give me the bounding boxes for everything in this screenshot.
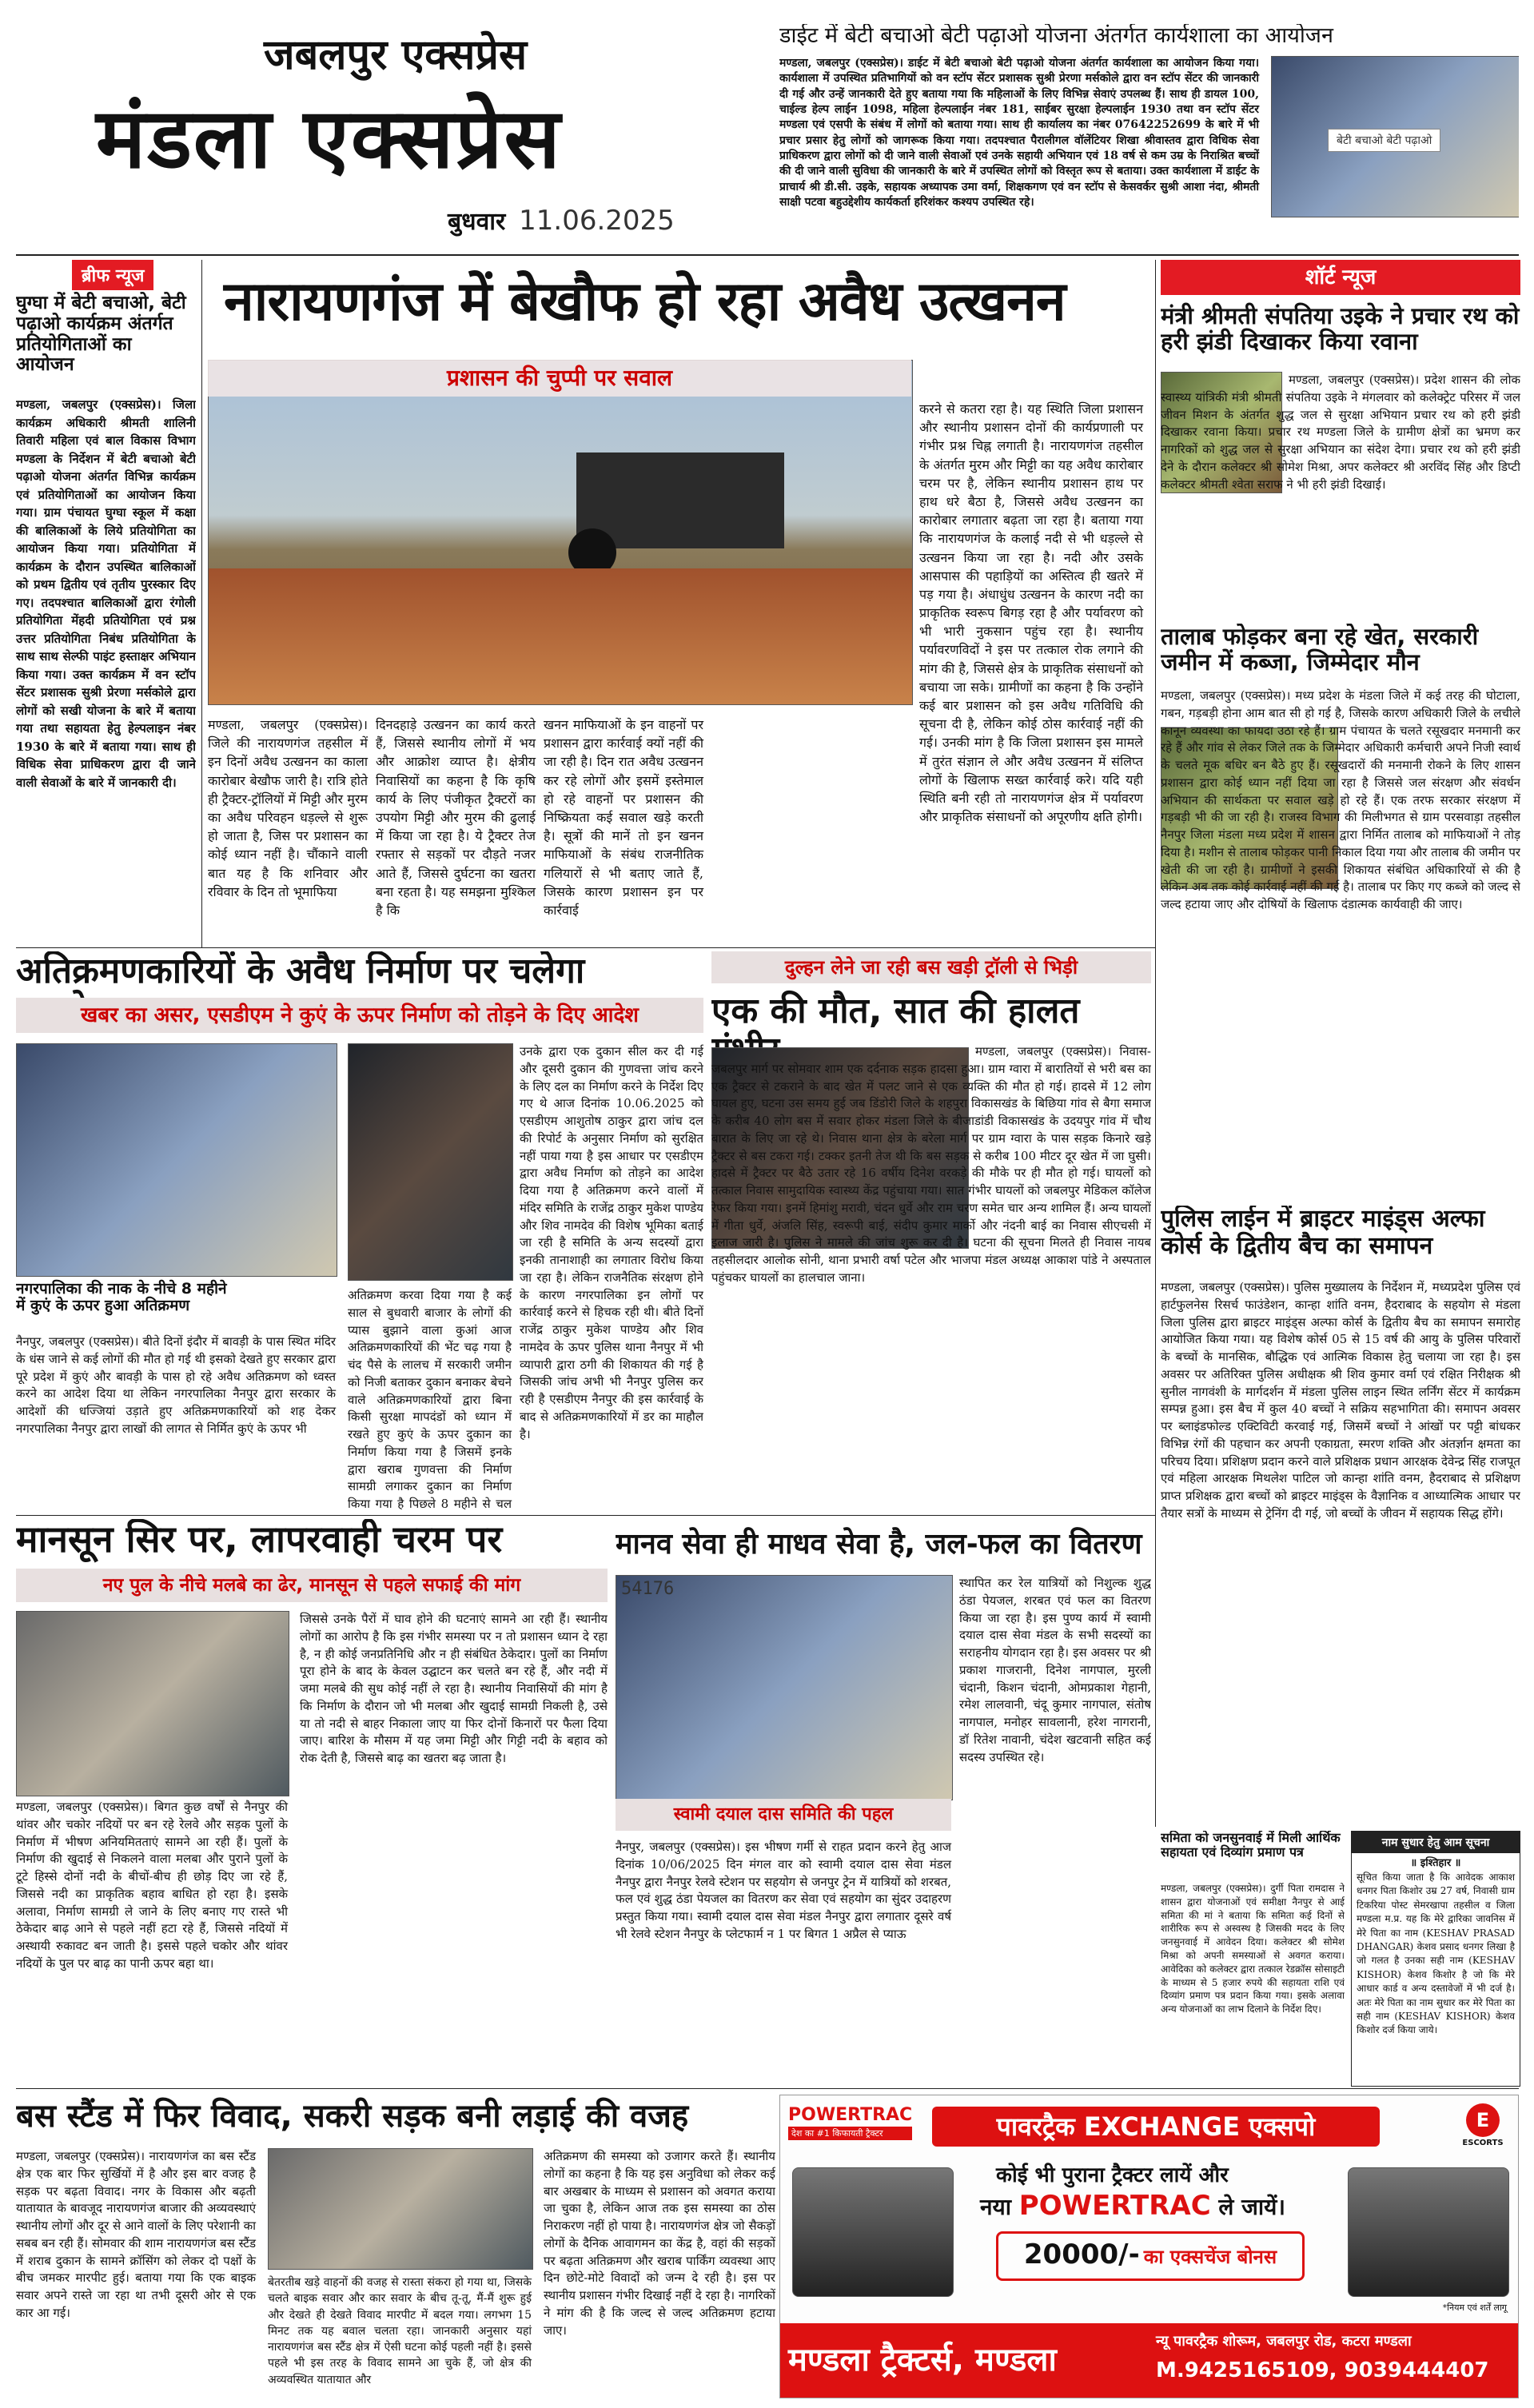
bulldozer-col2: अतिक्रमण करवा दिया गया है कई साल से बुधवारी बाजार के लोगों की प्यास बुझाने वाला कुआं आज अतिक्रमणकारियों की भेंट चढ़ गया है चंद पैसे के लालच में सरकारी जमीन को निजी बताकर दुकान बनाकर बेचने वाले अतिक्रमणकारियों द्वारा बिना किसी सुरक्षा मापदंडों को ध्यान में रखते हुए कुएं के ऊपर दुकान का निर्माण किया गया है जिसमें इनके द्वारा खराब गुणवत्ता की निर्माण सामग्री लगाकर दुकान का निर्माण किया गया है पिछले 8 महीने से चल: [348, 1288, 512, 1511]
pond-story-headline: तालाब फोड़कर बना रहे खेत, सरकारी जमीन में कब्जा, जिम्मेदार मौन: [1161, 624, 1479, 676]
monsoon-story-col1: मण्डला, जबलपुर (एक्सप्रेस)। बिगत कुछ वर्षों से नैनपुर की थांवर और चकोर नदियों पर बन रहे रेलवे और सड़क पुलों के निर्माण में भीषण अनियमितताएं सामने आ रही हैं। पुलों के निर्माण की खुदाई से निकलने वाला मलबा और पुराने पुलों के टूटे हिस्से दोनों नदी के बीचों-बीच ही छोड़ दिए जा रहे हैं, जिससे नदी का प्राकृतिक बहाव बाधित हो रहा है। इसके अलावा, निर्माण सामग्री ले जाने के लिए बनाए गए रास्ते भी ठेकेदार बाढ़ आने से पहले नहीं हटा रहे हैं, जिससे नदियों में अस्थायी रुकावट बन जाती है। इससे पहले चकोर और थांवर नदियों के पुल पर बाढ़ का पानी ऊपर बहा था।: [16, 1800, 288, 1971]
lead-story-headline: नारायणगंज में बेखौफ हो रहा अवैध उत्खनन: [224, 270, 1066, 333]
accident-story: [711, 951, 1151, 1511]
masthead-day: बुधवार: [448, 208, 506, 236]
short-news-tag: शॉर्ट न्यूज: [1161, 260, 1520, 295]
ad-brand: POWERTRAC: [788, 2105, 913, 2125]
soil-shape: [209, 568, 912, 704]
name-notice-body: सूचित किया जाता है कि आवेदक आकाश धनगर पिता किशोर उम्र 27 वर्ष, निवासी ग्राम टिकरिया पोस्ट सेमरखापा तहसील व जिला मण्डला म.प्र. यह कि मेरे द्वारिका जावनिस में मेरे पिता का नाम (KESHAV PRASAD DHANGAR) केशव प्रसाद धनगर लिखा है जो गलत है उनका सही नाम (KESHAV KISHOR) केशव किशोर है जो कि मेरे आधार कार्ड व अन्य दस्तावेजों में भी दर्ज है। अतः मेरे पिता का नाम सुधार कर मेरे पिता का सही नाम (KESHAV KISHOR) केशव किशोर दर्ज किया जाये।: [1357, 1872, 1515, 2036]
top-story-headline: डाईट में बेटी बचाओ बेटी पढ़ाओ योजना अंतर्गत कार्यशाला का आयोजन: [779, 24, 1333, 48]
col-divider-left: [201, 260, 202, 947]
short-news: [1161, 260, 1520, 620]
escorts-name: ESCORTS: [1462, 2139, 1504, 2147]
ad-tractor-right: [1348, 2167, 1509, 2297]
masthead-main-title: मंडला एक्सप्रेस: [96, 90, 562, 187]
bus-story-col3: अतिक्रमण की समस्या को उजागर करते हैं। स्थानीय लोगों का कहना है कि यह इस अनुविधा को लेकर कई बार अखबार के माध्यम से प्रशासन को अवगत कराया जा चुका है, लेकिन आज तक इस समस्या का ठोस निराकरण नहीं हो पाया है। नारायणगंज क्षेत्र जो सैकड़ों लोगों के दैनिक आवागमन का केंद्र है, वहां की सड़कों पर बढ़ता अतिक्रमण और खराब पार्किंग व्यवस्था आए दिन छोटे-मोटे विवादों को जन्म दे रही है। इस पर स्थानीय प्रशासन गंभीर दिखाई नहीं दे रहा है। नागरिकों ने मांग की है कि जल्द से जल्द अतिक्रमण हटाया जाए।: [544, 2149, 775, 2338]
service-story-col2: स्थापित कर रेल यात्रियों को निशुल्क शुद्ध ठंडा पेयजल, शरबत एवं फल का वितरण किया जा रहा है। इस पुण्य कार्य में स्वामी दयाल दास सेवा मंडल के सभी सदस्यों का सराहनीय योगदान रहा है। इस अवसर पर श्री प्रकाश गाजरानी, दिनेश नागपाल, मुरली चंदानी, किशन चंदानी, ओमप्रकाश गेहानी, रमेश लालवानी, चंदू कुमार नागपाल, संतोष नागपाल, मनोहर सावलानी, हरेश नागरानी, डॉ रितेश नावानी, चंदेश खटवानी सहित कई सदस्य उपस्थित रहे।: [959, 1576, 1151, 1764]
bus-story-col2: बेतरतीब खड़े वाहनों की वजह से रास्ता संकरा हो गया था, जिसके चलते बाइक सवार और कार सवार के बीच तू-तू, मैं-मैं शुरू हुई और देखते ही देखते विवाद मारपीट में बदल गया। लगभग 15 मिनट तक यह बवाल चलता रहा। जानकारी अनुसार यहां नारायणगंज बस स्टैंड क्षेत्र में ऐसी घटना कोई पहली नहीं है। इससे पहले भी इस तरह के विवाद सामने आ चुके हैं, जो क्षेत्र की अव्यवस्थित यातायात और: [268, 2276, 532, 2386]
ad-bonus-text: का एक्सचेंज बोनस: [1143, 2246, 1277, 2268]
bus-story-photo: [268, 2148, 533, 2270]
monsoon-story-headline: मानसून सिर पर, लापरवाही चरम पर: [16, 1519, 503, 1561]
police-story: [1161, 1206, 1520, 1829]
monsoon-story-photo: [16, 1611, 289, 1796]
monsoon-story: [16, 1519, 608, 2087]
service-story-photo: [616, 1575, 953, 1800]
short-news-body: मण्डला, जबलपुर (एक्सप्रेस)। प्रदेश शासन की लोक स्वास्थ्य यांत्रिकी मंत्री श्रीमती संपतिया उइके ने मंगलवार को कलेक्ट्रेट परिसर में जल जीवन मिशन के अंतर्गत शुद्ध जल से सुरक्षा अभियान प्रचार रथ को हरी झंडी दिखाकर रवाना किया। प्रचार रथ मण्डला जिले के ग्रामीण क्षेत्रों का भ्रमण कर नागरिकों को शुद्ध जल से सुरक्षा अभियान का संदेश देगा। प्रचार रथ को हरी झंडी देने के दौरान कलेक्टर श्री सोमेश मिश्रा, अपर कलेक्टर श्री अरविंद सिंह और डिप्टी कलेक्टर श्रीमती श्वेता सराफ ने भी हरी झंडी दिखाई।: [1161, 373, 1520, 492]
top-story: [779, 24, 1519, 256]
bulldozer-story-subhead: खबर का असर, एसडीएम ने कुएं के ऊपर निर्माण को तोड़ने के दिए आदेश: [16, 998, 703, 1033]
monsoon-story-col2: जिससे उनके पैरों में घाव होने की घटनाएं सामने आ रही हैं। स्थानीय लोगों का आरोप है कि इस गंभीर समस्या पर न तो प्रशासन ध्यान दे रहा है, न ही कोई जनप्रतिनिधि और न ही संबंधित ठेकेदार। पुलों का निर्माण पूरा होने के बाद के केवल उद्घाटन कर चलते बन रहे हैं, और नदी में जमा मलबे की सुध कोई नहीं ले रहा है। स्थानीय निवासियों की मांग है कि निर्माण के दौरान जो भी मलबा और खुदाई सामग्री निकली है, उसे या तो नदी से बाहर निकाला जाए या फिर दोनों किनारों पर फैला दिया जाए। बारिश के मौसम में यह जमा मिट्टी और गिट्टी नदी के बहाव को रोक देती है, जिससे बाढ़ का खतरा बढ़ जाता है।: [300, 1612, 608, 1765]
brief-news-tag: ब्रीफ न्यूज: [72, 260, 153, 290]
lead-story-subhead: प्रशासन की चुप्पी पर सवाल: [208, 360, 911, 397]
name-notice-title: नाम सुधार हेतु आम सूचना: [1352, 1832, 1520, 1853]
bulldozer-story: [16, 951, 703, 1511]
ad-line2: [980, 2190, 1285, 2222]
top-story-photo: [1271, 56, 1519, 217]
lead-story: [208, 264, 1151, 943]
bulldozer-story-photo: [16, 1043, 337, 1277]
bus-story-col1: मण्डला, जबलपुर (एक्सप्रेस)। नारायणगंज का बस स्टैंड क्षेत्र एक बार फिर सुर्खियों में है और इस बार वजह है सड़क पर बढ़ता विवाद। नगर के विकास और बढ़ती यातायात के बावजूद नारायणगंज बाजार की अव्यवस्थाएं स्थानीय लोगों और दूर से आने वालों के लिए परेशानी का सबब बन रही हैं। सोमवार की शाम नारायणगंज बस स्टैंड में शराब दुकान के सामने क्रॉसिंग को लेकर दो पक्षों के बीच जमकर मारपीट हुई। बताया गया कि एक बाइक सवार अपने रास्ते जा रहा था तभी दूसरी ओर से एक कार आ गई।: [16, 2149, 256, 2320]
service-story-photo-caption: स्वामी दयाल दास समिति की पहल: [616, 1799, 951, 1831]
masthead-date: 11.06.2025: [519, 205, 675, 237]
lead-story-col2: दिनदहाड़े उत्खनन का कार्य करते हैं, जिससे स्थानीय लोगों में भय और आक्रोश व्याप्त है। क्षेत्रीय निवासियों का कहना है कि कृषि कार्य के लिए पंजीकृत ट्रैक्टरों का उपयोग मिट्टी और मुरम की ढुलाई में किया जा रहा है। ये ट्रैक्टर तेज रफ्तार से सड़कों पर दौड़ते नजर आते हैं, जिससे दुर्घटना का खतरा बना रहता है। यह समझना मुश्किल है कि: [376, 717, 536, 918]
monsoon-story-subhead: नए पुल के नीचे मलबे का ढेर, मानसून से पहले सफाई की मांग: [16, 1569, 608, 1602]
masthead-dateline: [448, 205, 675, 237]
ad-banner: पावरट्रैक EXCHANGE एक्सपो: [932, 2107, 1380, 2147]
police-story-body: मण्डला, जबलपुर (एक्सप्रेस)। पुलिस मुख्यालय के निर्देशन में, मध्यप्रदेश पुलिस एवं हार्टफुलनेस रिसर्च फाउंडेशन, कान्हा शांति वनम, हैदराबाद के सहयोग से मंडला जिला पुलिस द्वारा ब्राइटर माइंड्स अल्फा कोर्स के द्वितीय बैच का समापन समारोह आयोजित किया गया। यह विशेष कोर्स 05 से 15 वर्ष की आयु के पुलिस परिवारों के बच्चों के मानसिक, बौद्धिक एवं आत्मिक विकास हेतु चलाया जा रहा है। इस अवसर पर अतिरिक्त पुलिस अधीक्षक श्री शिव कुमार वर्मा एवं रक्षित निरीक्षक श्री सुनील नागवंशी के मार्गदर्शन में मंडला पुलिस लाइन स्थित लर्निंग सेंटर में कार्यक्रम सम्पन्न हुआ। इस बैच में कुल 40 बच्चों ने सक्रिय सहभागिता की। समापन अवसर पर ब्लाइंडफोल्ड एक्टिविटी करवाई गई, जिसमें बच्चों ने आंखों पर पट्टी बांधकर विभिन्न रंगों की पहचान कर अपनी एकाग्रता, स्मरण शक्ति और अंतर्ज्ञान क्षमता का परिचय दिया। प्रशिक्षण प्रदान करने वाले प्रशिक्षक प्रधान आरक्षक देवेन्द्र सिंह राजपूत एवं महिला आरक्षक मिथलेश पाटिल जो कान्हा शांति वनम, हैदराबाद से प्रशिक्षण प्राप्त प्रशिक्षक द्वारा बच्चों को ब्राइटर माइंड्स के वैज्ञानिक व आध्यात्मिक आधार पर तैयार सत्रों के माध्यम से ट्रेनिंग दी गई, जो बच्चों के जीवन में सहायक सिद्ध होंगे।: [1161, 1280, 1520, 1521]
ad-line2-pre: नया: [980, 2194, 1012, 2220]
top-story-body: मण्डला, जबलपुर (एक्सप्रेस)। डाईट में बेटी बचाओ बेटी पढ़ाओ योजना अंतर्गत कार्यशाला का आयोजन किया गया। कार्यशाला में उपस्थित प्रतिभागियों को वन स्टॉप सेंटर प्रशासक सुश्री प्रेरणा मर्सकोले द्वारा वन स्टॉप सेंटर की जानकारी दी गई और उन्हें जानकारी देते हुए बताया गया कि महिलाओं के लिए विभिन्न सेवाएं उपलब्ध हैं। साथ ही डायल 100, चाईल्ड हेल्प लाईन 1098, महिला हेल्पलाईन नंबर 181, साईबर सुरक्षा हेल्पलाईन 1930 तथा वन स्टॉप सेंटर मण्डला एवं एसपी के संबंध में लोगों को बताया गया। साथ ही कार्यालय का नंबर 07642252699 के बारे में भी प्रचार प्रसार हेतु लोगों को जागरूक किया गया। तदपश्चात पैरालीगल वॉलेंटियर शिखा श्रीवास्तव द्वारा विधिक सेवा प्राधिकरण द्वारा लोगों को दी जाने वाली सेवाओं एवं उनके सहायी अभियान एवं 18 वर्ष से कम उम्र के निराश्रित बच्चों की दी जाने वाली सुविधा की जानकारी के बारे में उपस्थित लोगों को विस्तृत रूप से बताया। उक्त कार्यशाला में डाईट के प्राचार्य श्री डी.सी. उइके, सहायक अध्यापक उमा वर्मा, शिक्षकगण एवं वन स्टॉप से केसवर्कर सुश्री आशा नंदा, श्रीमती साक्षी पटवा बहुउद्देशीय कार्यकर्ता हरिशंकर कश्यप उपस्थित रहे।: [779, 57, 1259, 209]
ad-address: न्यू पावरट्रैक शोरूम, जबलपुर रोड, कटरा मण्डला: [1156, 2333, 1412, 2350]
row-divider-2: [16, 1515, 1155, 1516]
ad-bonus: [996, 2231, 1305, 2281]
sahayata-story: [1161, 1831, 1345, 2087]
bulldozer-side-body: नैनपुर, जबलपुर (एक्सप्रेस)। बीते दिनों इंदौर में बावड़ी के पास स्थित मंदिर के धंस जाने से कई लोगों की मौत हो गई थी इसको देखते हुए सरकार द्वारा पूरे प्रदेश में कुएं और बावड़ी के पास हो रहे अवैध अतिक्रमण को ध्वस्त करने का आदेश दिया था लेकिन नगरपालिका नैनपुर द्वारा सरकार के आदेशों की धज्जियां उड़ाते हुए अतिक्रमणकारियों को शह देकर नगरपालिका नैनपुर द्वारा लाखों की लागत से निर्मित कुएं के ऊपर भी: [16, 1334, 336, 1436]
service-story-headline: मानव सेवा ही माधव सेवा है, जल-फल का वितरण: [616, 1528, 1142, 1561]
ad-dealer-bar: [780, 2323, 1519, 2398]
ad-line1: कोई भी पुराना ट्रैक्टर लायें और: [996, 2163, 1229, 2187]
masthead-divider: [16, 254, 1519, 256]
lead-story-photo: [208, 360, 913, 705]
police-story-headline: पुलिस लाईन में ब्राइटर माइंड्स अल्फा कोर्स के द्वितीय बैच का समापन: [1161, 1206, 1485, 1260]
lead-story-col3: खनन माफियाओं के इन वाहनों पर प्रशासन द्वारा कार्रवाई क्यों नहीं की जा रही है। दिन रात अवैध उत्खनन कर रहे लोगों और इसमें इस्तेमाल हो रहे वाहनों पर प्रशासन की निष्क्रियता कई सवाल खड़े करती है। सूत्रों की मानें तो इन खनन माफियाओं के संबंध राजनीतिक गलियारों से भी बताए जाते हैं, जिसके कारण प्रशासन इन पर कार्रवाई: [544, 717, 703, 918]
lead-story-col1: मण्डला, जबलपुर (एक्सप्रेस)। जिले की नारायणगंज तहसील में इन दिनों अवैध उत्खनन का काला कारोबार बेखौफ जारी है। रात्रि होते ही ट्रैक्टर-ट्रॉलियों में मिट्टी और मुरम का अवैध परिवहन धड़ल्ले से शुरू हो जाता है, जिस पर प्रशासन का कोई ध्यान नहीं है। चौंकाने वाली बात यह है कि शनिवार और रविवार के दिन तो भूमाफिया: [208, 717, 368, 899]
ad-tractor-left: [792, 2167, 954, 2297]
accident-story-tag: दुल्हन लेने जा रही बस खड़ी ट्रॉली से भिड़ी: [711, 951, 1151, 983]
ad-line2-brand: POWERTRAC: [1018, 2190, 1211, 2222]
masthead: [16, 16, 751, 256]
short-news-headline: मंत्री श्रीमती संपतिया उइके ने प्रचार रथ को हरी झंडी दिखाकर किया रवाना: [1161, 302, 1520, 356]
escorts-logo-icon: E: [1466, 2103, 1500, 2137]
ad-brand-block: [788, 2105, 912, 2140]
ad-line2-post: ले जायें।: [1218, 2194, 1286, 2220]
top-story-photo-banner: बेटी बचाओ बेटी पढ़ाओ: [1328, 129, 1440, 152]
pond-story: [1161, 624, 1520, 1199]
bulldozer-col3: उनके द्वारा एक दुकान सील कर दी गई और दूसरी दुकान की गुणवत्ता जांच करने के लिए दल का निर्माण करने के निर्देश दिए गए थे आज दिनांक 10.06.2025 को एसडीएम आशुतोष ठाकुर द्वारा जांच दल की रिपोर्ट के अनुसार निर्माण को सुरक्षित नहीं पाया गया है इस आधार पर एसडीएम द्वारा अवैध निर्माण को तोड़ने का आदेश दिया गया है अतिक्रमण करने वालों में मंदिर समिति के राजेंद्र ठाकुर मुकेश पाण्डेय और शिव नामदेव की विशेष भूमिका बताई जा रही है समिति के अन्य सदस्यों द्वारा इनकी तानाशाही का लगातार विरोध किया जा रहा है। लेकिन राजनैतिक संरक्षण होने के कारण नगरपालिका इन लोगों पर कार्रवाई करने से हिचक रही थी। बीते दिनों राजेंद्र ठाकुर मुकेश पाण्डेय और शिव नामदेव के ऊपर पुलिस थाना नैनपुर में भी व्यापारी द्वारा ठगी की शिकायत की गई है जिसकी जांच अभी भी नैनपुर पुलिस कर रही है एसडीएम नैनपुर की इस कार्रवाई के बाद से अतिक्रमणकारियों में डर का माहौल है।: [520, 1044, 703, 1441]
bulldozer-story-headline: अतिक्रमणकारियों के अवैध निर्माण पर चलेगा: [16, 951, 585, 991]
bulldozer-side-headline: नगरपालिका की नाक के नीचे 8 महीने में कुएं के ऊपर हुआ अतिक्रमण: [16, 1280, 227, 1315]
ad-fineprint: *नियम एवं शर्तें लागू: [1442, 2302, 1507, 2313]
masthead-top-title: जबलपुर एक्सप्रेस: [264, 31, 528, 79]
service-story: [616, 1519, 1151, 2087]
brief-news-body: मण्डला, जबलपुर (एक्सप्रेस)। जिला कार्यक्रम अधिकारी श्रीमती शालिनी तिवारी महिला एवं बाल विकास विभाग मण्डला के निर्देशन में बेटी बचाओ बेटी पढ़ाओ योजना अंतर्गत विभिन्न कार्यक्रम एवं प्रतियोगिताओं का आयोजन किया गया। ग्राम पंचायत घुग्घा स्कूल में कक्षा की बालिकाओं के लिये प्रतियोगिता का आयोजन किया गया। प्रतियोगिता में कार्यक्रम के दौरान उपस्थित बालिकाओं को प्रथम द्वितीय एवं तृतीय पुरस्कार दिए गए। तदपश्चात बालिकाओं द्वारा रंगोली प्रतियोगिता मेंहदी प्रतियोगिता एवं प्रश्न उत्तर प्रतियोगिता निबंध प्रतियोगिता के साथ साथ सेल्फी पाइंट हस्ताक्षर अभियान किया गया। उक्त कार्यक्रम में वन स्टॉप सेंटर प्रशासक सुश्री प्रेरणा मर्सकोले द्वारा लोगों को सखी योजना के बारे में बताया गया तथा सहायता हेतु हेल्पलाइन नंबर 1930 के बारे में बताया गया। साथ ही विधिक सेवा प्राधिकरण द्वारा दी जाने वाली सेवाओं के बारे में जानकारी दी।: [16, 397, 196, 790]
row-divider-3: [16, 2088, 1519, 2089]
sahayata-story-body: मण्डला, जबलपुर (एक्सप्रेस)। दुर्गी पिता रामदास ने शासन द्वारा योजनाओं एवं समीक्षा नैनपुर से आई समिता की मां ने बताया कि समिता कई दिनों से शारीरिक रूप से अस्वस्थ है जिसकी मदद के लिए जनसुनवाई में आवेदन दिया। कलेक्टर श्री सोमेश मिश्रा को अपनी समस्याओं से अवगत कराया। आवेदिका को कलेक्टर द्वारा तत्काल रेडक्रॉस सोसाइटी के माध्यम से 5 हजार रुपये की सहायता राशि एवं दिव्यांग प्रमाण पत्र प्रदान किया गया। इसके अलावा अन्य योजनाओं का लाभ दिलाने के निर्देश दिए।: [1161, 1883, 1345, 2015]
name-notice-subtitle: ॥ इश्तिहार ॥: [1410, 1857, 1461, 1869]
bulldozer-story-photo-2: [348, 1043, 513, 1281]
escorts-logo: [1459, 2103, 1507, 2147]
service-story-col1: नैनपुर, जबलपुर (एक्सप्रेस)। इस भीषण गर्मी से राहत प्रदान करने हेतु आज दिनांक 10/06/2025 दिन मंगल वार को स्वामी दयाल दास सेवा मंडल नैनपुर द्वारा नैनपुर रेलवे स्टेशन पर सहयोग से जनपुर ट्रेन में यात्रियों को शरबत, फल एवं शुद्ध ठंडा पेयजल का वितरण कर सेवा एवं सहयोग का सुंदर उदाहरण प्रस्तुत किया गया। स्वामी दयाल दास सेवा मंडल नैनपुर द्वारा लगातार दूसरे वर्ष भी रेलवे स्टेशन नैनपुर के प्लेटफार्म न 1 पर बिगत 1 अप्रैल से प्याऊ: [616, 1840, 951, 1941]
row-divider-1: [16, 947, 1155, 948]
lead-story-col4: करने से कतरा रहा है। यह स्थिति जिला प्रशासन और स्थानीय प्रशासन दोनों की कार्यप्रणाली पर गंभीर प्रश्न चिह्न लगाती है। नारायणगंज तहसील के अंतर्गत मुरम और मिट्टी का यह अवैध कारोबार चरम पर है, लेकिन स्थानीय प्रशासन हाथ पर हाथ धरे बैठा है, जिससे अवैध उत्खनन का कारोबार लगातार बढ़ता जा रहा है। बताया गया कि नारायणगंज के कलाई नदी से भी धड़ल्ले से उत्खनन किया जा रहा है। नदी और उसके आसपास की पहाड़ियों का अस्तित्व ही खतरे में पड़ गया है। अंधाधुंध उत्खनन के कारण नदी का प्राकृतिक स्वरूप बिगड़ रहा है और पर्यावरण को भी भारी नुकसान पहुंच रहा है। स्थानीय पर्यावरणविदों ने इस पर तत्काल रोक लगाने की मांग की है, जिससे क्षेत्र के प्राकृतिक संसाधनों को बचाया जा सके। ग्रामीणों का कहना है कि उन्होंने कई बार प्रशासन को इस अवैध गतिविधि की सूचना दी है, लेकिन कोई ठोस कार्रवाई नहीं की गई। उनकी मांग है कि जिला प्रशासन इस मामले में तुरंत संज्ञान ले और अवैध उत्खनन में संलिप्त लोगों के खिलाफ सख्त कार्रवाई करे। यदि यही स्थिति बनी रही तो नारायणगंज क्षेत्र में पर्यावरण और प्राकृतिक संसाधनों को अपूरणीय क्षति होगी।: [919, 401, 1143, 825]
name-notice: [1351, 1831, 1520, 2087]
brief-news-headline: घुग्घा में बेटी बचाओ, बेटी पढ़ाओ कार्यक्रम अंतर्गत प्रतियोगिताओं का आयोजन: [16, 293, 186, 376]
service-story-photo-code: 54176: [621, 1579, 675, 1599]
accident-story-body: मण्डला, जबलपुर (एक्सप्रेस)। निवास-जबलपुर मार्ग पर सोमवार शाम एक दर्दनाक सड़क हादसा हुआ। ग्राम ग्वारा में बारातियों से भरी बस का एक ट्रैक्टर से टकराने के बाद खेत में पलट जाने से एक व्यक्ति की मौत हो गई। हादसे में 12 लोग घायल हुए, घटना उस समय हुई जब डिंडोरी जिले के शहपुरा विकासखंड के बिछिया गांव से बैगा समाज के करीब 40 लोग बस में सवार होकर मंडला जिले के बीजाडांडी विकासखंड के उदयपुर गांव में चौथ बारात के लिए जा रहे थे। निवास थाना क्षेत्र के बरेला मार्ग पर ग्राम ग्वारा के पास सड़क किनारे खड़े ट्रैक्टर से बस टकरा गई। टक्कर इतनी तेज थी कि बस सड़क से करीब 100 मीटर दूर खेत में जा घुसी। हादसे में ट्रैक्टर पर बैठे उतार रहे 16 वर्षीय दिनेश वरकड़े की मौके पर ही मौत हो गई। घायलों को तत्काल निवास सामुदायिक स्वास्थ्य केंद्र पहुंचाया गया। सात गंभीर घायलों को जबलपुर मेडिकल कॉलेज रेफर किया गया। इनमें हिमांशु मरावी, चंदन धुर्वे और राम चरण समेत चार अन्य शामिल हैं। अन्य घायलों में गीता धुर्वे, अंजलि सिंह, स्वरूपी बाई, संदीप कुमार मार्को और नंदनी बाई का निवास सीएचसी में इलाज जारी है। पुलिस ने मामले की जांच शुरू कर दी है। घटना की सूचना मिलते ही निवास नायब तहसीलदार आलोक सोनी, थाना प्रभारी वर्षा पटेल और भाजपा मंडल अध्यक्ष आकाश पांडे ने अस्पताल पहुंचकर घायलों का हालचाल जाना।: [711, 1044, 1151, 1285]
pond-story-body: मण्डला, जबलपुर (एक्सप्रेस)। मध्य प्रदेश के मंडला जिले में कई तरह की घोटाला, गबन, गड़बड़ी होना आम बात सी हो गई है, जिसके कारण अधिकारी जिले के लचीले कानून व्यवस्था का फायदा उठा रहे हैं। ग्राम पंचायत के चलते रसूखदार मनमानी कर रहे हैं और गांव से लेकर जिले तक के जिम्मेदार अधिकारी कर्मचारी अपने निजी स्वार्थ के चलते मूक बधिर बन बैठे हुए हैं। रसूखदारों की मनमानी रोकने के लिए शासन प्रशासन द्वारा कोई ध्यान नहीं दिया जा रहा है जिससे जल संरक्षण और संवर्धन अभियान की सार्थकता पर सवाल खड़े हो रहे हैं। एक तरफ सरकार संरक्षण में गड़बड़ी भी की जा रही है। राजस्व विभाग की मिलीभगत से ग्राम परसवाड़ा तहसील नैनपुर जिला मंडला मध्य प्रदेश में शासन द्वारा निर्मित तालाब को माफियाओं ने तोड़ दिया है। मशीन से तालाब फोड़कर पानी निकाल दिया गया और तालाब की जमीन पर खेती की जा रही है। ग्रामीणों ने इसकी शिकायत संबंधित अधिकारियों से की है लेकिन अब तक कोई कार्रवाई नहीं की गई है। तालाब पर किए गए कब्जे को जल्द से जल्द हटाया जाए और दोषियों के खिलाफ दंडात्मक कार्यवाही की जाए।: [1161, 688, 1520, 911]
bus-story-headline: बस स्टैंड में फिर विवाद, सकरी सड़क बनी लड़ाई की वजह: [16, 2098, 689, 2135]
ad-dealer: मण्डला ट्रैक्टर्स, मण्डला: [788, 2342, 1057, 2378]
accident-story-headline: एक की मौत, सात की हालत: [711, 991, 1080, 1031]
sahayata-story-headline: समिता को जनसुनवाई में मिली आर्थिक सहायता एवं दिव्यांग प्रमाण पत्र: [1161, 1831, 1341, 1860]
powertrac-ad: [779, 2095, 1519, 2398]
ad-bonus-amount: 20000/-: [1023, 2239, 1140, 2270]
ad-phones: M.9425165109, 9039444407: [1156, 2358, 1489, 2382]
ad-brand-tagline: देश का #1 किफायती ट्रैक्टर: [788, 2127, 912, 2140]
col-divider-right: [1155, 260, 1156, 1827]
bus-story: [16, 2092, 775, 2396]
